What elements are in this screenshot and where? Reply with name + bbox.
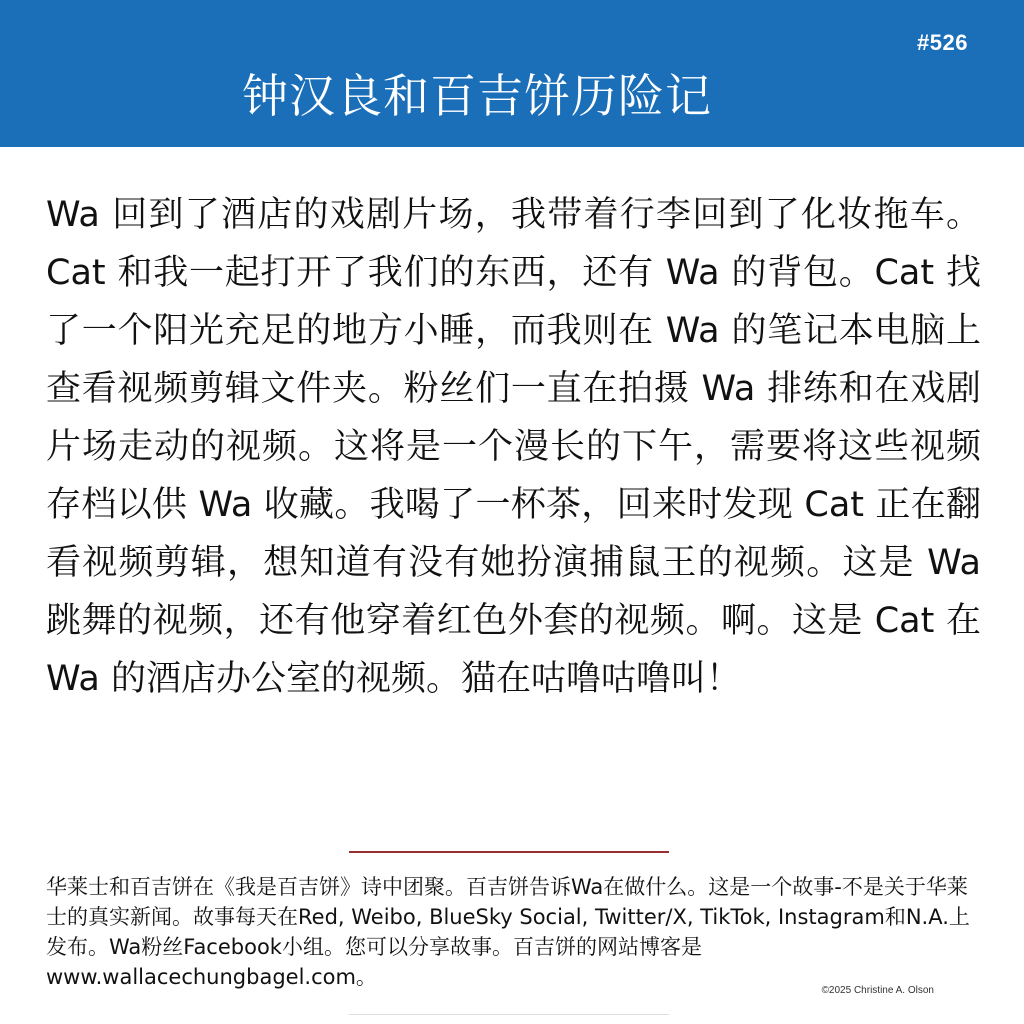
episode-number: #526 — [917, 30, 968, 55]
copyright-notice: ©2025 Christine A. Olson — [821, 985, 934, 996]
footnote-text: 华莱士和百吉饼在《我是百吉饼》诗中团聚。百吉饼告诉Wa在做什么。这是一个故事-不是关于华莱士的真实新闻。故事每天在Red, Weibo, BlueSky Social, Twitter/X, TikTok, Instagram和N.A.上发布。Wa粉丝Facebook小组。您可以分享故事。百吉饼的网站博客是www.wallacechungbagel.com。 — [46, 875, 970, 989]
divider-line — [349, 851, 669, 853]
story-text: Wa 回到了酒店的戏剧片场，我带着行李回到了化妆拖车。Cat 和我一起打开了我们的东西，还有 Wa 的背包。Cat 找了一个阳光充足的地方小睡，而我则在 Wa 的笔记本电脑上查看视频剪辑文件夹。粉丝们一直在拍摄 Wa 排练和在戏剧片场走动的视频。这将是一个漫长的下午，需要将这些视频存档以供 Wa 收藏。我喝了一杯茶，回来时发现 Cat 正在翻看视频剪辑，想知道有没有她扮演捕鼠王的视频。这是 Wa 跳舞的视频，还有他穿着红色外套的视频。啊。这是 Cat 在 Wa 的酒店办公室的视频。猫在咕噜咕噜叫！ — [46, 195, 981, 699]
header-banner — [0, 0, 1024, 147]
page-title: 钟汉良和百吉饼历险记 — [242, 69, 712, 123]
bottom-divider — [349, 1014, 669, 1015]
